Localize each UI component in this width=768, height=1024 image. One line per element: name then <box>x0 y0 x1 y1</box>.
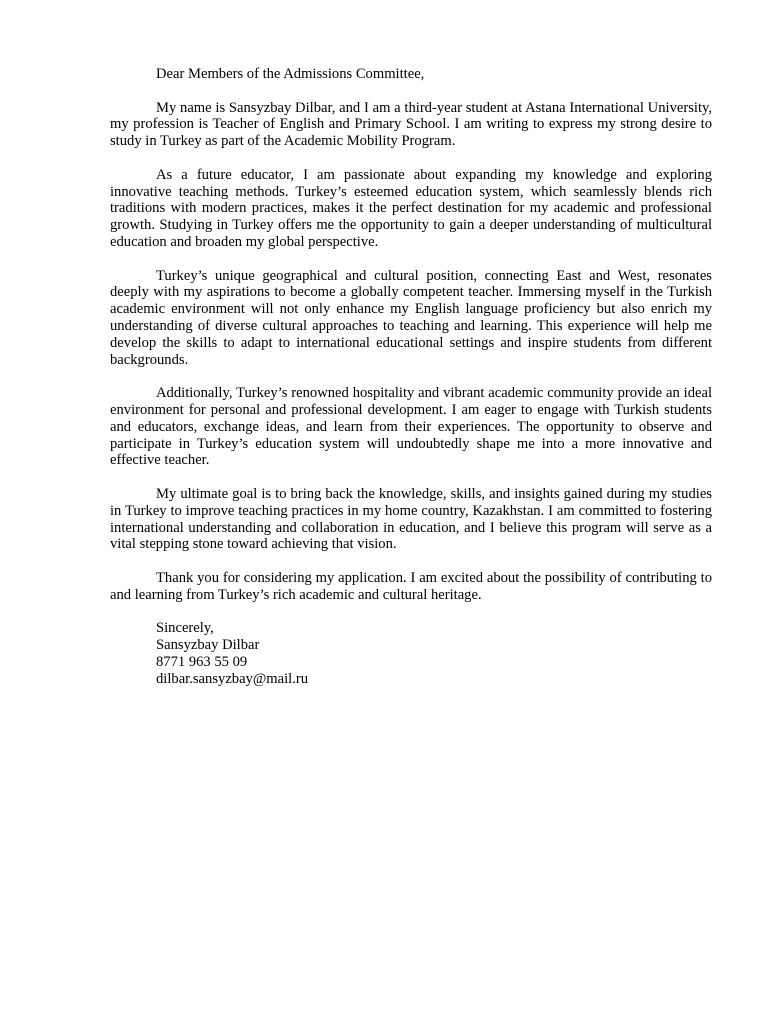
signature-block <box>110 620 712 687</box>
email-address: dilbar.sansyzbay@mail.ru <box>156 670 309 687</box>
closing: Sincerely, <box>156 620 214 637</box>
salutation: Dear Members of the Admissions Committee, <box>156 66 425 82</box>
signer-name: Sansyzbay Dilbar <box>156 637 260 654</box>
paragraph-educator-goals: As a future educator, I am passionate about expanding my knowledge and exploring innovative teaching methods. Turkey’s esteemed education system, which seamlessly blends rich traditions with modern practices, makes it the perfect destination for my academic and professional growth. Studying in Turkey offers me the opportunity to gain a deeper understanding of multicultural education and broaden my global perspective. <box>110 166 712 250</box>
phone-number: 8771 963 55 09 <box>156 653 248 670</box>
paragraph-cultural-position: Turkey’s unique geographical and cultural position, connecting East and West, resonates deeply with my aspirations to become a globally competent teacher. Immersing myself in the Turkish academic environment will not only enhance my English language proficiency but also enrich my understanding of diverse cultural approaches to teaching and learning. This experience will help me develop the skills to adapt to international educational settings and inspire students from different backgrounds. <box>110 267 712 368</box>
letter-page <box>110 66 712 687</box>
paragraph-hospitality: Additionally, Turkey’s renowned hospitality and vibrant academic community provide an ideal environment for personal and professional development. I am eager to engage with Turkish students and educators, exchange ideas, and learn from their experiences. The opportunity to observe and participate in Turkey’s education system will undoubtedly shape me into a more innovative and effective teacher. <box>110 385 712 469</box>
paragraph-ultimate-goal: My ultimate goal is to bring back the knowledge, skills, and insights gained during my studies in Turkey to improve teaching practices in my home country, Kazakhstan. I am committed to fostering international understanding and collaboration in education, and I believe this program will serve as a vital stepping stone toward achieving that vision. <box>110 485 712 553</box>
paragraph-introduction: My name is Sansyzbay Dilbar, and I am a third-year student at Astana International University, my profession is Teacher of English and Primary School. I am writing to express my strong desire to study in Turkey as part of the Academic Mobility Program. <box>110 99 712 150</box>
paragraph-thank-you: Thank you for considering my application. I am excited about the possibility of contributing to and learning from Turkey’s rich academic and cultural heritage. <box>110 569 712 603</box>
